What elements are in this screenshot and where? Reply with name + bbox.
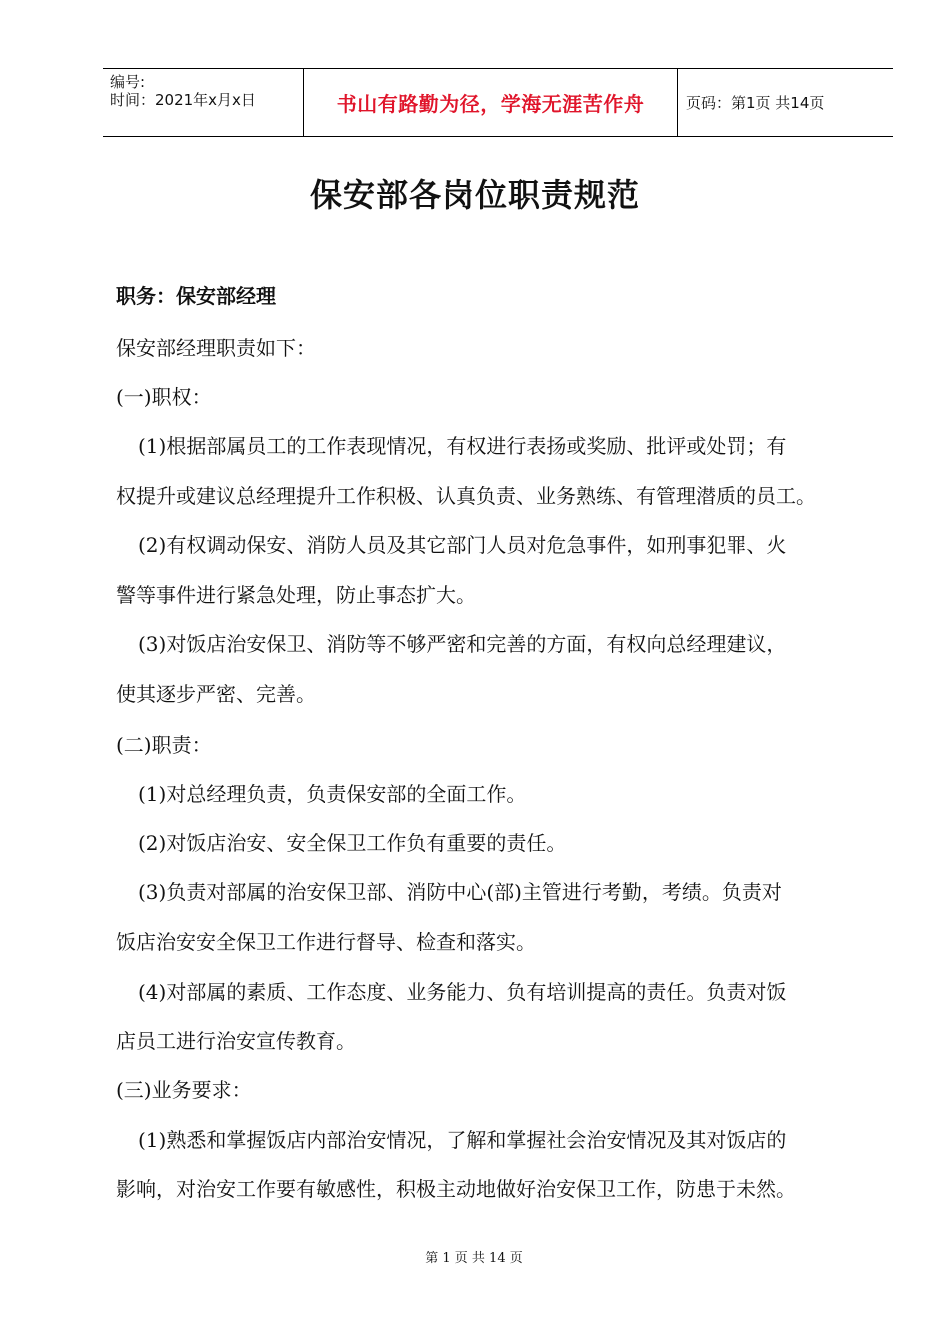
- paragraph-line: (4)对部属的素质、工作态度、业务能力、负有培训提高的责任。负责对饭: [138, 980, 787, 1004]
- document-title: 保安部各岗位职责规范: [309, 176, 640, 214]
- paragraph-line: 店员工进行治安宣传教育。: [116, 1029, 356, 1053]
- paragraph-line: (1)对总经理负责，负责保安部的全面工作。: [138, 782, 527, 806]
- paragraph-line: 使其逐步严密、完善。: [116, 682, 316, 706]
- paragraph-line: (3)对饭店治安保卫、消防等不够严密和完善的方面，有权向总经理建议，: [138, 632, 787, 656]
- role-heading: 职务：保安部经理: [116, 284, 276, 308]
- paragraph-line: 影响，对治安工作要有敏感性，积极主动地做好治安保卫工作，防患于未然。: [116, 1177, 796, 1201]
- number-label: 编号:: [110, 73, 146, 91]
- section-heading: (二)职责：: [116, 733, 212, 757]
- paragraph-line: (1)熟悉和掌握饭店内部治安情况，了解和掌握社会治安情况及其对饭店的: [138, 1128, 787, 1152]
- section-heading: (三)业务要求：: [116, 1078, 252, 1102]
- page-info: 页码：第1页 共14页: [686, 94, 825, 112]
- page-footer: [0, 1247, 950, 1266]
- paragraph-line: 保安部经理职责如下：: [116, 336, 316, 360]
- paragraph-line: 权提升或建议总经理提升工作积极、认真负责、业务熟练、有管理潜质的员工。: [116, 484, 816, 508]
- time-label: 时间：2021年x月x日: [110, 91, 256, 109]
- paragraph-line: (2)有权调动保安、消防人员及其它部门人员对危急事件，如刑事犯罪、火: [138, 533, 787, 557]
- section-heading: (一)职权：: [116, 385, 212, 409]
- paragraph-line: 警等事件进行紧急处理，防止事态扩大。: [116, 583, 476, 607]
- paragraph-line: (1)根据部属员工的工作表现情况，有权进行表扬或奖励、批评或处罚；有: [138, 434, 787, 458]
- motto: 书山有路勤为径，学海无涯苦作舟: [336, 92, 645, 116]
- paragraph-line: (2)对饭店治安、安全保卫工作负有重要的责任。: [138, 831, 567, 855]
- paragraph-line: 饭店治安安全保卫工作进行督导、检查和落实。: [116, 930, 536, 954]
- paragraph-line: (3)负责对部属的治安保卫部、消防中心(部)主管进行考勤，考绩。负责对: [138, 880, 782, 904]
- document-header: [103, 68, 893, 137]
- header-motto-cell: [304, 69, 678, 136]
- footer-page-number: 第 1 页 共 14 页: [425, 1251, 523, 1266]
- header-page-cell: [678, 69, 893, 136]
- header-meta: [103, 69, 304, 136]
